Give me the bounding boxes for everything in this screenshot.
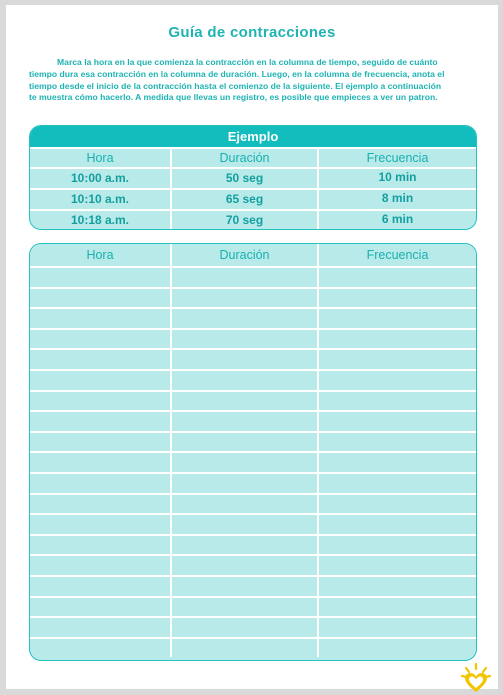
log-cell-duracion[interactable] bbox=[170, 433, 317, 452]
log-cell-frecuencia[interactable] bbox=[317, 577, 476, 596]
log-cell-frecuencia[interactable] bbox=[317, 371, 476, 390]
log-cell-duracion[interactable] bbox=[170, 495, 317, 514]
log-cell-duracion[interactable] bbox=[170, 371, 317, 390]
example-table-heading: Ejemplo bbox=[30, 126, 476, 147]
log-row bbox=[30, 616, 476, 637]
log-cell-hora[interactable] bbox=[30, 515, 170, 534]
log-cell-duracion[interactable] bbox=[170, 618, 317, 637]
log-cell-frecuencia[interactable] bbox=[317, 618, 476, 637]
example-cell-frecuencia: 8 min bbox=[317, 190, 476, 209]
log-cell-duracion[interactable] bbox=[170, 289, 317, 308]
example-row bbox=[30, 209, 476, 230]
log-cell-frecuencia[interactable] bbox=[317, 412, 476, 431]
log-cell-frecuencia[interactable] bbox=[317, 309, 476, 328]
log-row bbox=[30, 328, 476, 349]
log-row bbox=[30, 637, 476, 658]
log-cell-duracion[interactable] bbox=[170, 577, 317, 596]
log-cell-hora[interactable] bbox=[30, 412, 170, 431]
log-row bbox=[30, 390, 476, 411]
log-row bbox=[30, 513, 476, 534]
contraction-log-table bbox=[29, 243, 477, 661]
log-cell-hora[interactable] bbox=[30, 536, 170, 555]
log-cell-frecuencia[interactable] bbox=[317, 639, 476, 658]
instructions-paragraph: Marca la hora en la que comienza la contracción en la columna de tiempo, seguido de cuánto tiempo dura esa contracción en la columna de duración. Luego, en la columna de frecuencia, anota el tiempo desde el inicio de la contracción hasta el comienzo de la siguiente. El ejemplo a continuación te muestra cómo hacerlo. A medida que llevas un registro, es posible que empieces a ver un patron. bbox=[29, 57, 445, 103]
log-cell-duracion[interactable] bbox=[170, 330, 317, 349]
log-cell-hora[interactable] bbox=[30, 289, 170, 308]
log-row bbox=[30, 410, 476, 431]
log-cell-hora[interactable] bbox=[30, 392, 170, 411]
log-cell-duracion[interactable] bbox=[170, 474, 317, 493]
log-row bbox=[30, 554, 476, 575]
log-cell-duracion[interactable] bbox=[170, 453, 317, 472]
log-cell-frecuencia[interactable] bbox=[317, 268, 476, 287]
log-cell-duracion[interactable] bbox=[170, 515, 317, 534]
column-header-frecuencia: Frecuencia bbox=[317, 149, 476, 167]
log-cell-frecuencia[interactable] bbox=[317, 289, 476, 308]
log-cell-frecuencia[interactable] bbox=[317, 495, 476, 514]
column-header-frecuencia: Frecuencia bbox=[317, 244, 476, 266]
log-cell-hora[interactable] bbox=[30, 639, 170, 658]
log-cell-hora[interactable] bbox=[30, 618, 170, 637]
log-cell-hora[interactable] bbox=[30, 330, 170, 349]
log-cell-hora[interactable] bbox=[30, 268, 170, 287]
log-row bbox=[30, 575, 476, 596]
log-row bbox=[30, 369, 476, 390]
page bbox=[6, 5, 498, 689]
example-cell-frecuencia: 10 min bbox=[317, 169, 476, 188]
log-cell-hora[interactable] bbox=[30, 495, 170, 514]
log-row bbox=[30, 307, 476, 328]
log-cell-frecuencia[interactable] bbox=[317, 453, 476, 472]
log-body bbox=[30, 266, 476, 657]
log-cell-frecuencia[interactable] bbox=[317, 536, 476, 555]
example-row bbox=[30, 188, 476, 209]
log-row bbox=[30, 451, 476, 472]
log-row bbox=[30, 348, 476, 369]
log-cell-duracion[interactable] bbox=[170, 536, 317, 555]
example-cell-hora: 10:18 a.m. bbox=[70, 213, 130, 227]
log-cell-duracion[interactable] bbox=[170, 556, 317, 575]
log-cell-duracion[interactable] bbox=[170, 412, 317, 431]
log-cell-frecuencia[interactable] bbox=[317, 350, 476, 369]
log-row bbox=[30, 266, 476, 287]
example-row bbox=[30, 167, 476, 188]
log-cell-frecuencia[interactable] bbox=[317, 392, 476, 411]
example-cell-frecuencia: 6 min bbox=[317, 211, 476, 230]
example-cell-duracion: 65 seg bbox=[170, 190, 317, 209]
log-cell-duracion[interactable] bbox=[170, 350, 317, 369]
log-row bbox=[30, 596, 476, 617]
log-cell-frecuencia[interactable] bbox=[317, 330, 476, 349]
log-cell-duracion[interactable] bbox=[170, 392, 317, 411]
log-cell-hora[interactable] bbox=[30, 474, 170, 493]
example-cell-duracion: 70 seg bbox=[170, 211, 317, 230]
log-cell-duracion[interactable] bbox=[170, 639, 317, 658]
column-header-duracion: Duración bbox=[170, 244, 317, 266]
log-row bbox=[30, 472, 476, 493]
example-column-header-row bbox=[30, 147, 476, 167]
log-cell-frecuencia[interactable] bbox=[317, 556, 476, 575]
log-cell-hora[interactable] bbox=[30, 598, 170, 617]
log-cell-frecuencia[interactable] bbox=[317, 515, 476, 534]
example-cell-hora: 10:10 a.m. bbox=[70, 192, 130, 206]
log-row bbox=[30, 534, 476, 555]
log-cell-duracion[interactable] bbox=[170, 598, 317, 617]
column-header-hora: Hora bbox=[86, 248, 114, 262]
log-cell-duracion[interactable] bbox=[170, 309, 317, 328]
log-row bbox=[30, 287, 476, 308]
example-cell-duracion: 50 seg bbox=[170, 169, 317, 188]
log-cell-hora[interactable] bbox=[30, 371, 170, 390]
column-header-hora: Hora bbox=[86, 151, 114, 165]
example-cell-hora: 10:00 a.m. bbox=[70, 171, 130, 185]
log-row bbox=[30, 493, 476, 514]
log-cell-duracion[interactable] bbox=[170, 268, 317, 287]
example-table bbox=[29, 125, 477, 230]
log-column-header-row bbox=[30, 244, 476, 266]
log-cell-hora[interactable] bbox=[30, 453, 170, 472]
column-header-duracion: Duración bbox=[170, 149, 317, 167]
page-title: Guía de contracciones bbox=[168, 24, 336, 41]
log-cell-hora[interactable] bbox=[30, 556, 170, 575]
heart-sun-logo-icon bbox=[459, 661, 493, 695]
log-cell-hora[interactable] bbox=[30, 309, 170, 328]
log-cell-frecuencia[interactable] bbox=[317, 433, 476, 452]
log-cell-frecuencia[interactable] bbox=[317, 474, 476, 493]
log-cell-hora[interactable] bbox=[30, 350, 170, 369]
log-cell-hora[interactable] bbox=[30, 577, 170, 596]
log-cell-frecuencia[interactable] bbox=[317, 598, 476, 617]
log-cell-hora[interactable] bbox=[30, 433, 170, 452]
log-row bbox=[30, 431, 476, 452]
